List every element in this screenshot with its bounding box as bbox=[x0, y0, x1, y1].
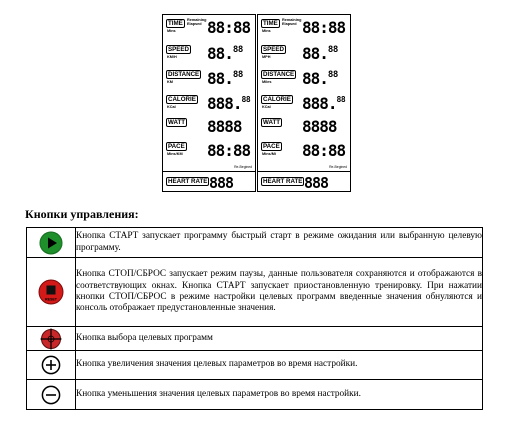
table-row bbox=[27, 351, 483, 380]
speed-label: SPEED bbox=[263, 46, 284, 53]
watt-digits: 8888 bbox=[302, 117, 337, 136]
watt-label: WATT bbox=[168, 119, 186, 126]
table-row bbox=[27, 327, 483, 351]
table-row bbox=[27, 380, 483, 410]
calorie-label: CALORIE bbox=[263, 96, 291, 103]
distance-digits: 88.88 bbox=[302, 69, 338, 88]
time-digits: 88:88 bbox=[207, 18, 251, 37]
speed-unit: MPH bbox=[262, 55, 271, 59]
heart-rate-label: HEART RATE bbox=[168, 178, 208, 185]
hr-note: Re-Begined bbox=[234, 165, 252, 169]
speed-label: SPEED bbox=[168, 46, 189, 53]
speed-digits: 88.88 bbox=[302, 44, 338, 63]
heart-rate-digits: 888 bbox=[209, 174, 234, 192]
pace-digits: 88:88 bbox=[207, 141, 251, 160]
pace-unit: Mins/Mi bbox=[262, 152, 276, 156]
distance-label: DISTANCE bbox=[168, 71, 200, 78]
pace-digits: 88:88 bbox=[302, 141, 346, 160]
lcd-panel-metric bbox=[162, 14, 256, 192]
target-select-button-description: Кнопка выбора целевых программ bbox=[76, 327, 483, 351]
speed-unit: KM/H bbox=[167, 55, 177, 59]
plus-button-description: Кнопка увеличения значения целевых параметров во время настройки. bbox=[76, 351, 483, 380]
table-row bbox=[27, 258, 483, 327]
elapsed-label: Elapsed bbox=[187, 22, 202, 27]
plus-button-icon bbox=[41, 355, 61, 375]
hr-note: Re-Begined bbox=[329, 165, 347, 169]
time-label: TIME bbox=[168, 20, 183, 27]
pace-unit: Mins/KM bbox=[167, 152, 183, 156]
time-unit: Mins bbox=[262, 29, 271, 33]
minus-button-description: Кнопка уменьшения значения целевых параметров во время настройки. bbox=[76, 380, 483, 410]
target-select-button-icon bbox=[39, 328, 63, 350]
time-unit: Mins bbox=[167, 29, 176, 33]
watt-digits: 8888 bbox=[207, 117, 242, 136]
calorie-digits: 888.88 bbox=[207, 94, 251, 113]
time-digits: 88:88 bbox=[302, 18, 346, 37]
section-heading: Кнопки управления: bbox=[25, 207, 139, 221]
stop-reset-button-description: Кнопка СТОП/СБРОС запускает режим паузы, данные пользователя сохраняются и отображаются в соответствующих окнах. Кнопка СТАРТ запускает приостановленную тренировку. При нажатии кнопки СТОП/СБРОС в режиме настройки целевых программ введенные значения обнуляются и консоль отображает предустановленные значения. bbox=[76, 258, 483, 327]
heart-rate-digits: 888 bbox=[304, 174, 329, 192]
distance-unit: Miles bbox=[262, 80, 272, 84]
pace-label: PACE bbox=[168, 143, 185, 150]
distance-digits: 88.88 bbox=[207, 69, 243, 88]
elapsed-label: Elapsed bbox=[282, 22, 297, 27]
start-button-icon bbox=[39, 231, 63, 255]
panel-divider bbox=[163, 171, 255, 172]
distance-label: DISTANCE bbox=[263, 71, 295, 78]
panel-divider bbox=[258, 171, 350, 172]
remaining-label: Remaining bbox=[282, 18, 302, 22]
calorie-unit: KCal bbox=[262, 105, 271, 109]
time-label: TIME bbox=[263, 20, 278, 27]
calorie-label: CALORIE bbox=[168, 96, 196, 103]
pace-label: PACE bbox=[263, 143, 280, 150]
speed-digits: 88.88 bbox=[207, 44, 243, 63]
buttons-table bbox=[26, 227, 483, 410]
calorie-digits: 888.88 bbox=[302, 94, 346, 113]
watt-label: WATT bbox=[263, 119, 281, 126]
remaining-label: Remaining bbox=[187, 18, 207, 22]
stop-reset-button-icon bbox=[38, 279, 64, 305]
reset-icon-label: RESET bbox=[45, 297, 57, 302]
heart-rate-label: HEART RATE bbox=[263, 178, 303, 185]
minus-button-icon bbox=[41, 385, 61, 405]
calorie-unit: KCal bbox=[167, 105, 176, 109]
distance-unit: KM bbox=[167, 80, 173, 84]
start-button-description: Кнопка СТАРТ запускает программу быстрый старт в режиме ожидания или выбранную целевую программу. bbox=[76, 228, 483, 258]
table-row bbox=[27, 228, 483, 258]
lcd-panel-imperial bbox=[257, 14, 351, 192]
